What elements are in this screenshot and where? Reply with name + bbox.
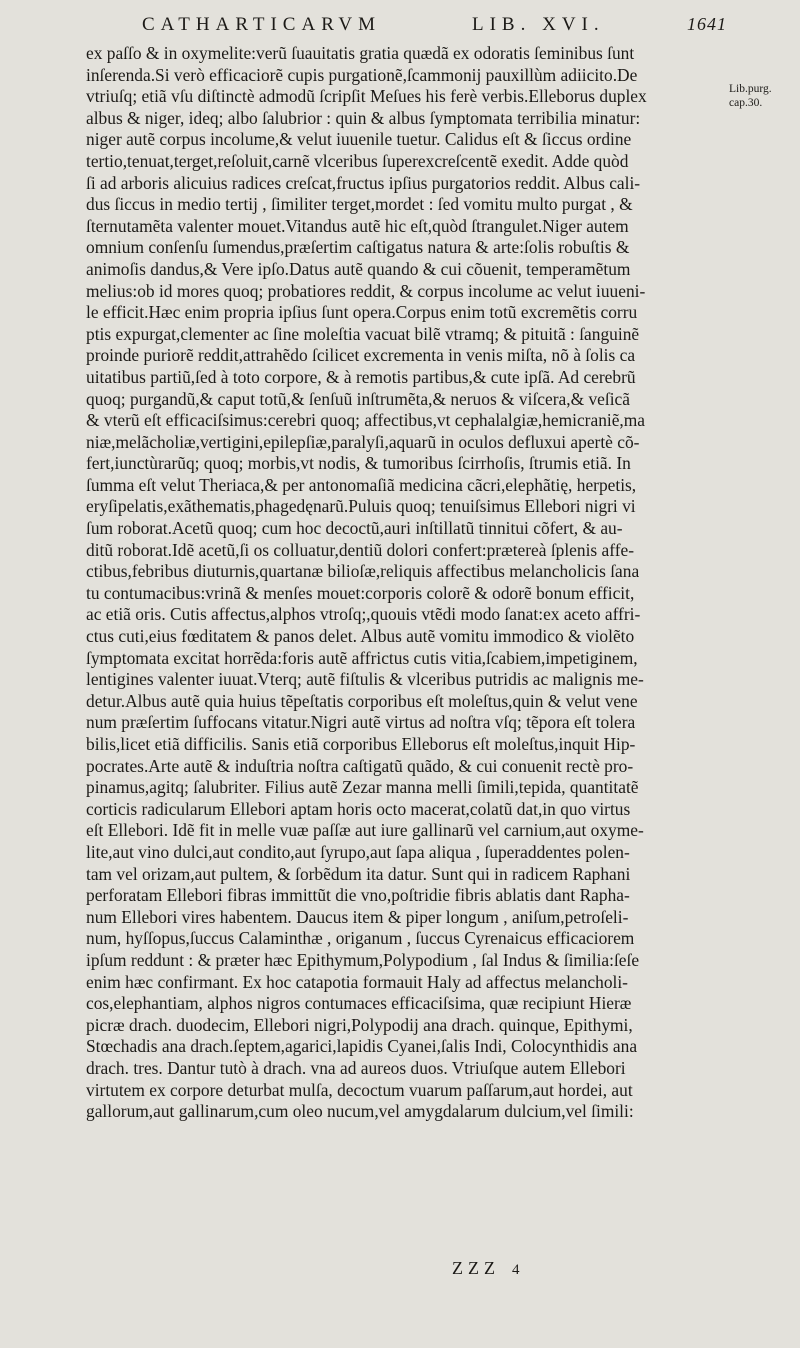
text-line: num, hyſſopus,ſuccus Calaminthæ , origanum , ſuccus Cyrenaicus efficaciorem	[86, 928, 635, 949]
text-line: niæ,melãcholiæ,vertigini,epilepſiæ,paralyſi,aquarũ in oculos defluxui apertè cõ-	[86, 431, 640, 452]
text-line: drach. tres. Dantur tutò à drach. vna ad aureos duos. Vtriuſque autem Ellebori	[86, 1057, 626, 1078]
text-line: & vterũ eſt efficaciſsimus:cerebri quoq; affectibus,vt cephalalgiæ,hemicraniẽ,ma	[86, 410, 646, 431]
text-line: lentigines valenter iuuat.Vterq; autẽ fiſtulis & vlceribus putridis ac malignis me-	[86, 669, 644, 690]
text-line: fert,iunctùrarũq; quoq; morbis,vt nodis, & tumoribus ſcirrhoſis, ſtrumis etiã. In	[86, 453, 631, 474]
text-line: perforatam Ellebori fibras immittũt die vno,poſtridie fibris ablatis dant Rapha-	[86, 885, 630, 906]
margin-note-line: Lib.purg.	[729, 83, 772, 95]
text-line: le efficit.Hæc enim propria ipſius ſunt opera.Corpus enim totũ excremẽtis corru	[86, 302, 638, 323]
text-line: pinamus,agitq; ſalubriter. Filius autẽ Zezar manna melli ſimili,tepida, quantitatẽ	[86, 777, 639, 798]
text-line: niger autẽ corpus incolume,& velut iuuenile tuetur. Calidus eſt & ſiccus ordine	[86, 129, 632, 150]
text-line: ſternutamẽta valenter mouet.Vitandus autẽ hic eſt,quòd ſtrangulet.Niger autem	[86, 215, 629, 236]
text-line: picræ drach. duodecim, Ellebori nigri,Polypodij ana drach. quinque, Epithymi,	[86, 1014, 633, 1035]
text-line: tam vel orizam,aut pultem, & ſorbẽdum ita datur. Sunt qui in radicem Raphani	[86, 863, 631, 884]
text-line: num præſertim ſuffocans vitatur.Nigri autẽ virtus ad noſtra vſq; tẽpora eſt tolera	[86, 712, 636, 733]
text-line: enim hæc confirmant. Ex hoc catapotia formauit Haly ad affectus melancholi-	[86, 971, 628, 992]
text-line: eryſipelatis,exãthematis,phagedęnarũ.Puluis quoq; tenuiſsimus Ellebori nigri vi	[86, 496, 636, 517]
text-line: melius:ob id mores quoq; probatiores reddit, & corpus incolume ac velut iuueni-	[86, 280, 646, 301]
text-line: gallorum,aut gallinarum,cum oleo nucum,vel amygdalarum dulcium,vel ſimili:	[86, 1101, 634, 1122]
margin-note-line: cap.30.	[729, 97, 763, 109]
text-line: ſymptomata excitat horrẽda:foris autẽ affrictus cutis vitia,ſcabiem,impetiginem,	[86, 647, 638, 668]
page-number: 1641	[687, 14, 727, 34]
text-line: Stœchadis ana drach.ſeptem,agarici,lapidis Cyanei,ſalis Indi, Colocynthidis ana	[86, 1036, 638, 1057]
text-line: ac etiã oris. Cutis affectus,alphos vtroſq;,quouis vtẽdi modo ſanat:ex aceto affri-	[86, 604, 641, 625]
text-line: ctibus,febribus diuturnis,quartanæ bilioſæ,reliquis affectibus melancholicis ſana	[86, 561, 640, 582]
text-line: ctus cuti,eius fœditatem & panos delet. Albus autẽ vomitu immodico & violẽto	[86, 626, 635, 647]
body-text	[86, 43, 714, 1123]
text-line: virtutem ex corpore deturbat mulſa, decoctum vuarum paſſarum,aut hordei, aut	[86, 1079, 633, 1100]
margin-note	[729, 82, 795, 110]
text-line: lite,aut vino dulci,aut condito,aut ſyrupo,aut ſapa aliqua , ſuperaddentes polen-	[86, 841, 630, 862]
text-line: uitatibus partiũ,ſed à toto corpore, & à remotis partibus,& cute ipſã. Ad cerebrũ	[86, 366, 636, 387]
text-line: eſt Ellebori. Idẽ fit in melle vuæ paſſæ aut iure gallinarũ vel carnium,aut oxyme-	[86, 820, 644, 841]
signature-mark	[452, 1258, 520, 1279]
text-line: tu contumacibus:vrinã & menſes mouet:corporis colorẽ & odorẽ bonum efficit,	[86, 582, 635, 603]
text-line: detur.Albus autẽ quia huius tẽpeſtatis corporibus eſt moleſtus,quin & velut vene	[86, 690, 638, 711]
text-line: animoſis dandus,& Vere ipſo.Datus autẽ quando & cui cõuenit, temperamẽtum	[86, 258, 631, 279]
text-line: bilis,licet etiã difficilis. Sanis etiã corporibus Elleborus eſt moleſtus,inquit Hip-	[86, 734, 636, 754]
text-line: ſi ad arboris alicuius radices creſcat,fructus ipſius purgatorios reddit. Albus cali-	[86, 172, 641, 193]
text-line: albus & niger, ideq; albo ſalubrior : quin & albus ſymptomata terribilia minatur:	[86, 107, 641, 128]
text-line: ex paſſo & in oxymelite:verũ ſuauitatis gratia quædã ex odoratis ſeminibus ſunt	[86, 43, 635, 63]
text-line: quoq; purgandũ,& caput totũ,& ſenſuũ inſtrumẽta,& neruos & viſcera,& veſicã	[86, 388, 630, 409]
text-line: ditũ roborat.Idẽ acetũ,ſi os colluatur,dentiũ dolori confert:prætereà ſplenis affe-	[86, 539, 635, 560]
text-line: ſumma eſt velut Theriaca,& per antonomaſiã medicina cãcri,elephãtię, herpetis,	[86, 474, 637, 495]
text-line: vtriuſq; etiã vſu diſtinctè admodũ ſcripſit Meſues his ferè verbis.Elleborus duplex	[86, 86, 647, 107]
signature-letters: ZZZ	[452, 1258, 500, 1278]
text-line: cos,elephantiam, alphos nigros contumaces efficaciſsima, quæ recipiunt Hieræ	[86, 993, 632, 1014]
text-line: tertio,tenuat,terget,reſoluit,carnẽ vlceribus ſuperexcreſcentẽ exedit. Adde quòd	[86, 150, 629, 171]
book-number: LIB. XVI.	[472, 14, 605, 35]
text-line: omnium conſenſu ſumendus,præſertim caſtigatus natura & arte:ſolis robuſtis &	[86, 237, 630, 258]
text-line: inſerenda.Si verò efficaciorẽ cupis purgationẽ,ſcammonij pauxillùm adiicito.De	[86, 64, 638, 85]
text-line: num Ellebori vires habentem. Daucus item & piper longum , aniſum,petroſeli-	[86, 906, 629, 927]
text-line: dus ſiccus in medio tertij , ſimiliter terget,mordet : ſed vomitu multo purgat , &	[86, 194, 633, 215]
text-line: ptis expurgat,clementer ac ſine moleſtia vacuat bilẽ vtramq; & pituitã : ſanguinẽ	[86, 323, 640, 344]
running-header	[142, 14, 732, 44]
signature-number: 4	[512, 1262, 520, 1278]
text-line: ipſum reddunt : & præter hæc Epithymum,Polypodium , ſal Indus & ſimilia:ſeſe	[86, 949, 640, 970]
text-line: pocrates.Arte autẽ & induſtria noſtra caſtigatũ quãdo, & cui conuenit rectè pro-	[86, 755, 634, 776]
running-title: CATHARTICARVM	[142, 14, 381, 35]
text-line: ſum roborat.Acetũ quoq; cum hoc decoctũ,auri inſtillatũ tinnitui cõfert, & au-	[86, 518, 623, 539]
text-line: corticis radicularum Ellebori aptam horis octo macerat,colatũ dat,in quo virtus	[86, 798, 631, 819]
text-line: proinde puriorẽ reddit,attrahẽdo ſcilicet excrementa in venis miſta, nõ à ſolis ca	[86, 345, 636, 366]
